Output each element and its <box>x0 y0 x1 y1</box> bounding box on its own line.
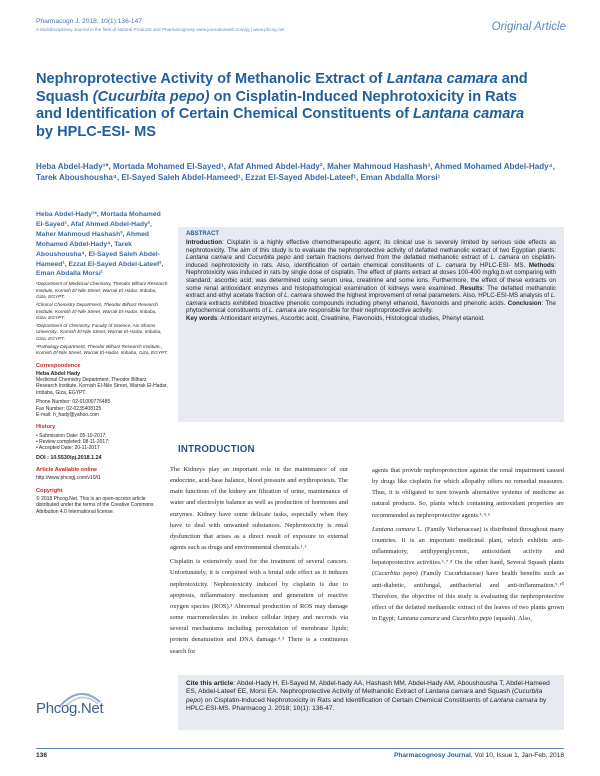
cite-text: ) on Cisplatin-Induced Nephrotoxicity in Rats and Identification of Certain Chemical Constituents of <box>200 696 490 704</box>
abstract-italic: Cucurbita pepo <box>247 254 291 262</box>
paragraph <box>372 524 564 624</box>
sidebar-authors: Heba Abdel-Hady¹*, Mortada Mohamed El-Sayed¹, Afaf Ahmed Abdel-Hady², Maher Mahmoud Hashash³, Ahmed Mohamed Abdel-Hady⁴, Tarek Aboushousha⁴, El-Sayed Saleh Abdel-Hameed¹, Ezzat El-Sayed Abdel-Lateef¹, Eman Abdalla Morsi¹ <box>36 211 164 278</box>
cite-text: : Abdel-Hady H, El-Sayed M, Abdel-hady AA, Hashash MM, Abdel-Hady AM, Aboushousha T, Abdel-Hameed ES, Abdel-Lateef EE, Morsi EA. Nephroprotective Activity of Methanolic Extract of <box>186 680 550 696</box>
journal-reference: Pharmacogn J. 2018; 10(1):136-147 <box>36 18 142 25</box>
body-text: ) (Family Cucurbitaceae) have health benefits such as anti-diabetic, antifungal, antibacterial and anti-inflammation.⁹˒¹⁰ Therefore, the objective of this study is evaluating the nephroprotective effect of the defatted methanolic extract of the leaves of two plants grown in Egypt; <box>372 570 564 623</box>
fax-number: Fax Number: 02-0235408125 <box>36 405 102 412</box>
title-italic: Lantana camara <box>413 106 525 123</box>
abstract-text: are responsible for their nephroprotective activity. <box>296 307 433 315</box>
footer-journal-name: Pharmacognosy Journal <box>393 752 471 759</box>
abstract-italic: Lantana camara <box>186 254 232 262</box>
abstract-text: extracts exhibited bioactive phenolic compounds including phenyl ethanoid, flavonoids and phenolic acids. <box>206 299 508 307</box>
abstract-text: on cisplatin-induced nephrotoxicity in rats. Also, identification of certain chemical constituents of <box>186 254 556 269</box>
abstract-label: Methods <box>528 261 555 269</box>
affiliation: ¹Department of Medicinal Chemistry, Theodor Bilharz Research Institute, Kornish El-Nile Street, Warrak El-Hadar, Imbaba, Giza, EGYPT. <box>36 281 168 299</box>
accepted-date: • Accepted Date: 20-11-2017 <box>36 445 100 452</box>
abstract-label: Results <box>460 284 483 292</box>
title-part: by HPLC-ESI- MS <box>36 123 156 140</box>
review-date: • Review completed: 08-11-2017; <box>36 439 110 446</box>
journal-subtitle: A Multidisciplinary Journal in the field of Natural Products and Pharmacognosy www.journalonweb.com/pj | www.phcog.net <box>36 27 285 32</box>
body-text: and <box>439 615 453 623</box>
title-part: Nephroprotective Activity of Methanolic Extract of <box>36 71 387 87</box>
paragraph: The Kidneys play an important role in the maintenance of our endocrine, acid-base balance, blood pressure and erythropoiesis. The main functions of the kidney are filtration of urine, maintenance of water and electrolyte balance as well as production of hormones and enzymes. Kidney have some delicate tasks, especially when they have to deal with unwanted substances. Nephrotoxicity is renal dysfunction that arises as a direct result of exposure to external agents such as drugs and environmental chemicals.¹˒² <box>170 466 348 552</box>
cite-text: by HPLC-ESI-MS. Pharmacog J. 2018; 10(1): 136-47. <box>186 696 547 712</box>
doi-link[interactable]: DOI : 10.5530/pj.2018.1.24 <box>36 454 102 461</box>
correspondence-name: Heba Abdel Hady <box>36 370 81 377</box>
submission-date: • Submission Date: 05-10-2017; <box>36 432 107 439</box>
cite-italic: Cucurbita pepo <box>186 688 543 704</box>
keywords-label: Key words <box>186 314 218 322</box>
abstract-text: and <box>231 254 248 262</box>
abstract-italic: L. camara <box>490 254 520 262</box>
body-italic: Cucurbita pepo <box>374 570 416 578</box>
affiliation: ²Clinical Chemistry Department, Theodor Bilharz Research Institute, Kornish El-Nile Street, Warrak El-Hadar, Imbaba, Giza, EGYPT. <box>36 302 158 320</box>
online-url-link[interactable]: http://www.phcogj.com/v10/i1 <box>36 475 101 482</box>
abstract-text: : Cisplatin is a highly effective chemotherapeutic agent; its clinical use is severely limited by serious side effects as nephrotoxicity. The aim of this study is to evaluate the nephroprotective activity of defatted methanolic extract of two Egyptian plants: <box>186 239 556 254</box>
abstract-label: Introduction <box>186 239 223 246</box>
abstract-label: Conclusion <box>507 299 542 307</box>
abstract-italic: L. camara <box>268 307 297 315</box>
abstract-body <box>186 239 556 315</box>
correspondence-heading: Correspondence <box>36 362 81 369</box>
title-part: and Squash <box>36 71 528 105</box>
cite-italic: Lantana camara <box>425 688 473 696</box>
body-text: (squash). Also, <box>492 615 532 623</box>
abstract-text: showed the highest improvement of renal parameters. Also, HPLC-ESI-MS analysis of <box>311 292 551 300</box>
body-italic: Cucurbita pepo <box>452 615 493 623</box>
footer-issue: , Vol 10, Issue 1, Jan-Feb, 2018 <box>470 752 564 759</box>
page-header <box>36 18 566 50</box>
cite-text: and Squash ( <box>472 688 515 696</box>
sidebar <box>36 210 168 515</box>
abstract-text: : The defatted methanolic extract and ethyl acetate fraction of <box>186 284 556 300</box>
affiliation: ⁴Pathology Department, Theodor Bilharz Research Institute., Kornish El-Nile Street, Warrak El-Hadar, Imbaba, Giza, EGYPT. <box>36 344 168 356</box>
paragraph: agents that provide nephroprotection against the renal impairment caused by drugs like cisplatin for which allopathy offers no remedial measures. Thus, it is obligated to turn towards alternative systems of medicine as natural products. So, plants which containing antioxidant properties are recommended as nephroprotective agents.³˒⁴˒⁵ <box>372 467 564 519</box>
abstract-text: : Nephrotoxicity was induced in rats by single dose of cisplatin. The effect of plants extract at doses 100-400 mg/kg.b.wt comparing with standard; ascorbic acid; was determined using serum urea, creatinine and some ions. Furthermore, the effect of these extracts on some renal antioxidant enzymes and histopathological examination of kidneys were examined. <box>186 261 556 292</box>
title-italic: (Cucurbita pepo) <box>92 88 210 105</box>
article-type: Original Article <box>491 21 566 33</box>
page-number: 136 <box>36 752 48 759</box>
abstract-text: : The phytochemical constituents of <box>186 299 556 315</box>
keywords <box>186 315 556 323</box>
phcog-logo <box>36 690 102 730</box>
cite-italic: Lantana camara <box>489 696 538 704</box>
body-italic: Lantana camara <box>397 615 440 623</box>
keywords-text: : Antioxidant enzymes, Ascorbic acid, Creatinine, Flavonoids, Histological studies, Phenyl etanoid. <box>217 314 485 322</box>
history-heading: History <box>36 424 56 431</box>
introduction-heading: INTRODUCTION <box>178 444 255 455</box>
body-italic: Lantana camara <box>372 525 415 533</box>
body-text: L. (Family Verbenaceae) is distributed throughout many countries. It is an important medicinal plant, which exhibits anti-inflammatory, antihyperglycemic, antioxidant activity and hepatoprotective activities.⁶˒⁷˒⁸ On the other hand, Several Squash plants ( <box>372 525 564 578</box>
abstract-text: by HPLC-ESI- MS. <box>466 261 529 269</box>
title-italic: Lantana camara <box>386 71 498 87</box>
footer-journal <box>394 752 564 759</box>
abstract-box <box>178 227 564 422</box>
online-heading: Article Available online <box>36 467 98 474</box>
abstract-italic: L. camara <box>186 292 556 307</box>
phone-number: Phone Number: 02-01000776485 <box>36 399 111 406</box>
article-title <box>36 71 536 141</box>
paragraph: Cisplatin is extensively used for the treatment of several cancers. Unfortunately, it is conjoined with a brutal side effect as it induces nephrotoxicity. Nephrotoxicity induced by cisplatin is due to apoptosis, inflammatory mechanism and generation of reactive oxygen species (ROS).³ Abnormal production of ROS may damage some macromolecules to induce cellular injury and necrosis via several mechanisms including peroxidation of membrane lipids; protein denaturation and DNA damage.⁴˒⁵ There is a continuous search for <box>170 558 348 655</box>
correspondence-address: Medicinal Chemistry Department, Theodor Bilharz Research Institute, Kornish El-Nile Street, Warrak El-Hadar, Imbaba, Giza, EGYPT. <box>36 377 168 396</box>
abstract-heading: ABSTRACT <box>186 231 219 237</box>
affiliation: ³Department of Chemistry, Faculty of Science, Ain Shams University., Kornish El-Nile Street, Warrak El-Hadar, Imbaba, Giza, EGYPT. <box>36 323 162 341</box>
title-part: on Cisplatin-Induced Nephrotoxicity in Rats and Identification of Certain Chemical Constituents of <box>36 88 517 123</box>
affiliations <box>36 281 168 356</box>
body-column-left <box>170 464 348 660</box>
cite-label: Cite this article <box>186 680 234 687</box>
abstract-italic: L. camara <box>436 261 467 269</box>
body-column-right <box>372 465 564 627</box>
author-list: Heba Abdel-Hady¹*, Mortada Mohamed El-Sayed¹, Afaf Ahmed Abdel-Hady², Maher Mahmoud Hashash³, Ahmed Mohamed Abdel-Hady⁴, Tarek Aboushousha⁴, El-Sayed Saleh Abdel-Hameed¹, Ezzat El-Sayed Abdel-Lateef¹, Eman Abdalla Morsi¹ <box>36 162 555 183</box>
email-link[interactable]: E-mail: h_hady@yahoo.com <box>36 412 99 419</box>
copyright-text: © 2018 Phcog.Net. This is an open-access article distributed under the terms of the Creative Commons Attribution 4.0 International license. <box>36 495 154 515</box>
abstract-italic: L. camara <box>284 292 312 300</box>
abstract-text: and certain fractions derived from the defatted methanolic extract of <box>290 254 491 262</box>
footer-divider <box>36 748 564 749</box>
logo-text: Phcog.Net <box>36 700 104 717</box>
cite-box <box>178 675 564 730</box>
copyright-heading: Copyright <box>36 487 63 494</box>
